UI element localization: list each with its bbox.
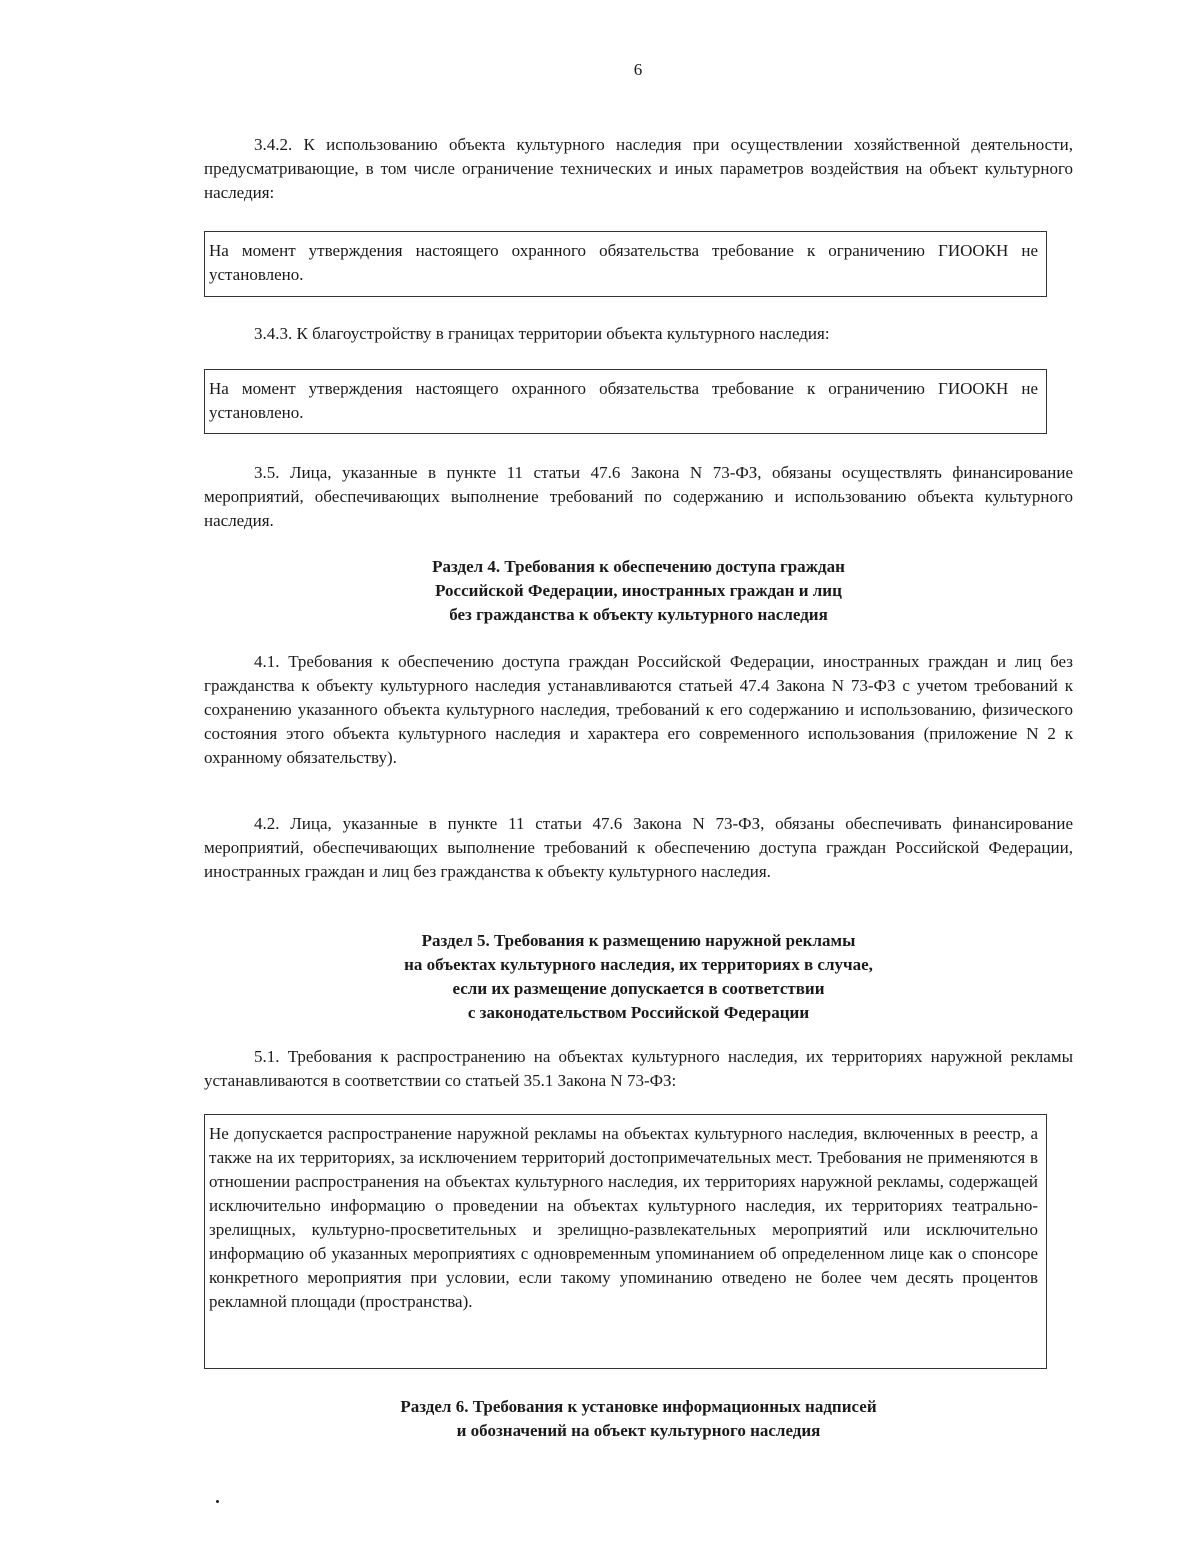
section-6-heading-line: и обозначений на объект культурного наследия bbox=[456, 1421, 821, 1440]
section-5-heading-line: на объектах культурного наследия, их территориях в случае, bbox=[404, 955, 873, 974]
section-5-heading-line: Раздел 5. Требования к размещению наружной рекламы bbox=[421, 931, 856, 950]
paragraph-3-5: 3.5. Лица, указанные в пункте 11 статьи 47.6 Закона N 73-ФЗ, обязаны осуществлять финансирование мероприятий, обеспечивающих выполнение требований по содержанию и использованию объекта культурного наследия. bbox=[204, 463, 1073, 530]
paragraph-4-2: 4.2. Лица, указанные в пункте 11 статьи 47.6 Закона N 73-ФЗ, обязаны обеспечивать финансирование мероприятий, обеспечивающих выполнение требований к обеспечению доступа граждан Российской Федерации, иностранных граждан и лиц без гражданства к объекту культурного наследия. bbox=[204, 814, 1073, 881]
paragraph-3-4-3: 3.4.3. К благоустройству в границах территории объекта культурного наследия: bbox=[254, 324, 830, 343]
box-advertising-rules: Не допускается распространение наружной рекламы на объектах культурного наследия, включенных в реестр, а также на их территориях, за исключением территорий достопримечательных мест. Требования не применяются в отношении распространения на объектах культурного наследия, их территориях наружной рекламы, содержащей исключительно информацию о проведении на объектах культурного наследия, их территориях театрально-зрелищных, культурно-просветительных и зрелищно-развлекательных мероприятий или исключительно информацию об указанных мероприятиях с одновременным упоминанием об определенном лице как о спонсоре конкретного мероприятия при условии, если такому упоминанию отведено не более чем десять процентов рекламной площади (пространства). bbox=[204, 1114, 1047, 1369]
section-5-heading-line: с законодательством Российской Федерации bbox=[467, 1003, 810, 1022]
section-6-heading-line: Раздел 6. Требования к установке информационных надписей bbox=[400, 1397, 877, 1416]
section-4-heading-line: Раздел 4. Требования к обеспечению доступа граждан bbox=[432, 557, 845, 576]
box-requirement-1: На момент утверждения настоящего охранного обязательства требование к ограничению ГИООКН не установлено. bbox=[204, 231, 1047, 297]
section-6-heading bbox=[204, 1395, 1073, 1443]
paragraph-5-1: 5.1. Требования к распространению на объектах культурного наследия, их территориях наружной рекламы устанавливаются в соответствии со статьей 35.1 Закона N 73-ФЗ: bbox=[204, 1047, 1073, 1090]
section-4-heading bbox=[204, 555, 1073, 627]
paragraph-4-1: 4.1. Требования к обеспечению доступа граждан Российской Федерации, иностранных граждан и лиц без гражданства к объекту культурного наследия устанавливаются статьей 47.4 Закона N 73-ФЗ с учетом требований к сохранению указанного объекта культурного наследия, требований к его содержанию и использованию, физического состояния этого объекта культурного наследия и характера его современного использования (приложение N 2 к охранному обязательству). bbox=[204, 652, 1073, 767]
box-requirement-2: На момент утверждения настоящего охранного обязательства требование к ограничению ГИООКН не установлено. bbox=[204, 369, 1047, 434]
paragraph-3-4-2: 3.4.2. К использованию объекта культурного наследия при осуществлении хозяйственной деятельности, предусматривающие, в том числе ограничение технических и иных параметров воздействия на объект культурного наследия: bbox=[204, 135, 1073, 202]
section-5-heading bbox=[204, 929, 1073, 1025]
section-4-heading-line: без гражданства к объекту культурного наследия bbox=[449, 605, 828, 624]
scan-speck bbox=[216, 1500, 219, 1503]
section-4-heading-line: Российской Федерации, иностранных граждан и лиц bbox=[435, 581, 842, 600]
section-5-heading-line: если их размещение допускается в соответствии bbox=[452, 979, 825, 998]
page-number: 6 bbox=[633, 60, 643, 79]
